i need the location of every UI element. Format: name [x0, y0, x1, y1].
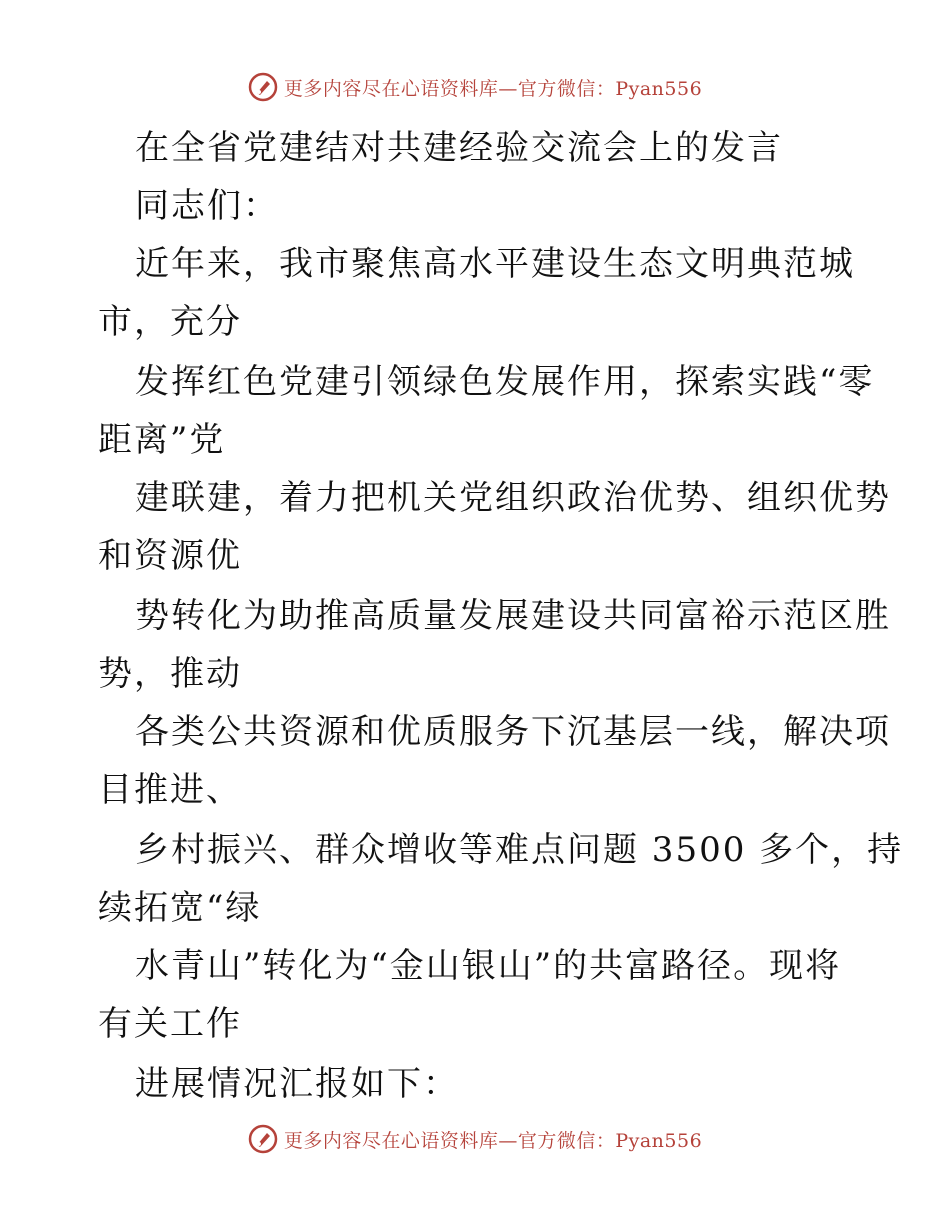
watermark-text: 更多内容尽在心语资料库—官方微信：Pyan556 [283, 1129, 703, 1152]
paragraph-line: 和资源优 [98, 536, 242, 576]
pen-nib-logo-icon [248, 1124, 278, 1154]
paragraph-line: 水青山”转化为“金山银山”的共富路径。现将 [135, 946, 842, 986]
paragraph-line: 同志们： [135, 186, 279, 226]
paragraph-line: 距离”党 [98, 420, 226, 460]
watermark-footer [0, 1124, 950, 1154]
paragraph-line: 各类公共资源和优质服务下沉基层一线，解决项 [135, 712, 891, 752]
paragraph-line: 乡村振兴、群众增收等难点问题 3500 多个，持 [135, 830, 904, 870]
paragraph-line: 进展情况汇报如下： [135, 1064, 459, 1104]
paragraph-line: 建联建，着力把机关党组织政治优势、组织优势 [135, 478, 891, 518]
document-title: 在全省党建结对共建经验交流会上的发言 [135, 128, 783, 168]
paragraph-line: 势转化为助推高质量发展建设共同富裕示范区胜 [135, 596, 891, 636]
paragraph-line: 势，推动 [98, 654, 242, 694]
paragraph-line: 目推进、 [98, 770, 242, 810]
paragraph-line: 有关工作 [98, 1004, 242, 1044]
watermark-text: 更多内容尽在心语资料库—官方微信：Pyan556 [283, 77, 703, 100]
pen-nib-logo-icon [248, 72, 278, 102]
paragraph-line: 续拓宽“绿 [98, 888, 262, 928]
watermark-header [0, 72, 950, 102]
paragraph-line: 市，充分 [98, 302, 242, 342]
paragraph-line: 发挥红色党建引领绿色发展作用，探索实践“零 [135, 362, 875, 402]
paragraph-line: 近年来，我市聚焦高水平建设生态文明典范城 [135, 244, 855, 284]
